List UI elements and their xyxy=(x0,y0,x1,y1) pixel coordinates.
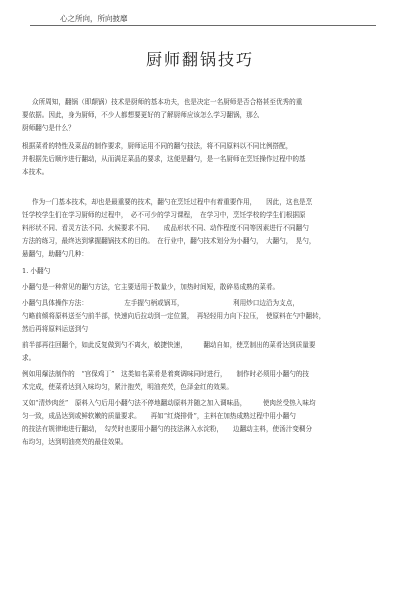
body-text-line: 前半部再往回翻个，如此反复做到勺不离火，敏捷快速， 翻动自如，使烹制出的菜肴达到质量要 xyxy=(22,341,316,349)
body-text-line: 作为一门基本技术，却也是最重要的技术，翻勺在烹饪过程中有着重要作用， 因此，这也是烹 xyxy=(32,198,313,206)
document-title: 厨师翻锅技巧 xyxy=(145,50,254,69)
body-text-line: 方法的练习，最终达到掌握翻锅技术的目的。 在行业中，翻勺技术划分为小翻勺， 大翻勺， 晃勺， xyxy=(22,237,316,245)
body-text-line: 根据菜肴的特性及菜品的制作要求，厨师运用不同的翻勺技法，将不同原料以不同比例搭配， xyxy=(22,142,293,150)
body-text-line: 1. 小翻勺 xyxy=(22,267,51,275)
body-text-line: 厨师翻勺是什么？ xyxy=(22,124,75,132)
body-text-line: 又如“清炒肉丝” 原料入勺后用小翻勺法不停地翻动原料并随之加入调味品， 使肉丝受热入味均 xyxy=(22,399,316,407)
body-text-line: 众所周知，翻锅（即颠锅）技术是厨师的基本功夫，也是决定一名厨师是否合格甚至优秀的重 xyxy=(32,98,303,106)
body-text-line: 饪学校学生们在学习厨师的过程中， 必不可少的学习课程， 在学习中，烹饪学校的学生们根据原 xyxy=(22,211,306,219)
body-text-line: 的技法有规律地进行翻动， 勾芡时也要用小翻勺的技法淋入水淀粉， 边翻动主料，使汤汁变稠分 xyxy=(22,425,313,433)
body-text-line: 匀一致，成品达到或鲜软嫩的质量要求。 再如“红烧排骨”，主料在加热成熟过程中用小翻勺 xyxy=(22,412,296,420)
body-text-line: 布均匀，达到明油亮芡的最佳效果。 xyxy=(22,438,128,446)
page-header: 心之所向，所向披靡 xyxy=(60,14,128,23)
body-text-line: 例如用爆法制作的 “宫保鸡丁” 这类如名菜肴是着爽调味同时进行， 制作时必须用小翻勺的技 xyxy=(22,370,309,378)
body-text-line: 要依据。因此，身为厨师，不少人都想要更好的了解厨师应该怎么学习翻锅，那么 xyxy=(22,111,260,119)
body-text-line: 然后再将原料运送到勺 xyxy=(22,325,88,333)
body-text-line: 求。 xyxy=(22,354,36,362)
body-text-line: 悬翻勺，助翻勺几种： xyxy=(22,250,88,258)
body-text-line: 小翻勺是一种常见的翻勺方法，它主要适用于数量少，加热时间短，散碎易成熟的菜肴。 xyxy=(22,283,280,291)
body-text-line: 本技术。 xyxy=(22,168,49,176)
body-text-line: 小翻勺具体操作方法： 左手握勺柄或锅耳， 利用炒口边沿为支点， xyxy=(22,299,299,307)
body-text-line: 料形状不同、看灵方法不同、火候要求不同、 成品形状不同、动作程度不同等因素进行不同翻勺 xyxy=(22,224,309,232)
body-text-line: 勺略前倾将原料送至勺前半部，快速向后拉动到一定位置， 再轻轻用力向下拉压， 使原料在勺中翻转， xyxy=(22,312,326,320)
body-text-line: 并根据先后顺序进行翻动，从而满足菜品的要求，这便是翻勺，是一名厨师在烹饪操作过程中的基 xyxy=(22,155,306,163)
header-divider xyxy=(30,25,376,26)
body-text-line: 术完成，使菜肴达到入味均匀，紧汁抱芡，明油亮芡，色泽金红的效果。 xyxy=(22,383,233,391)
